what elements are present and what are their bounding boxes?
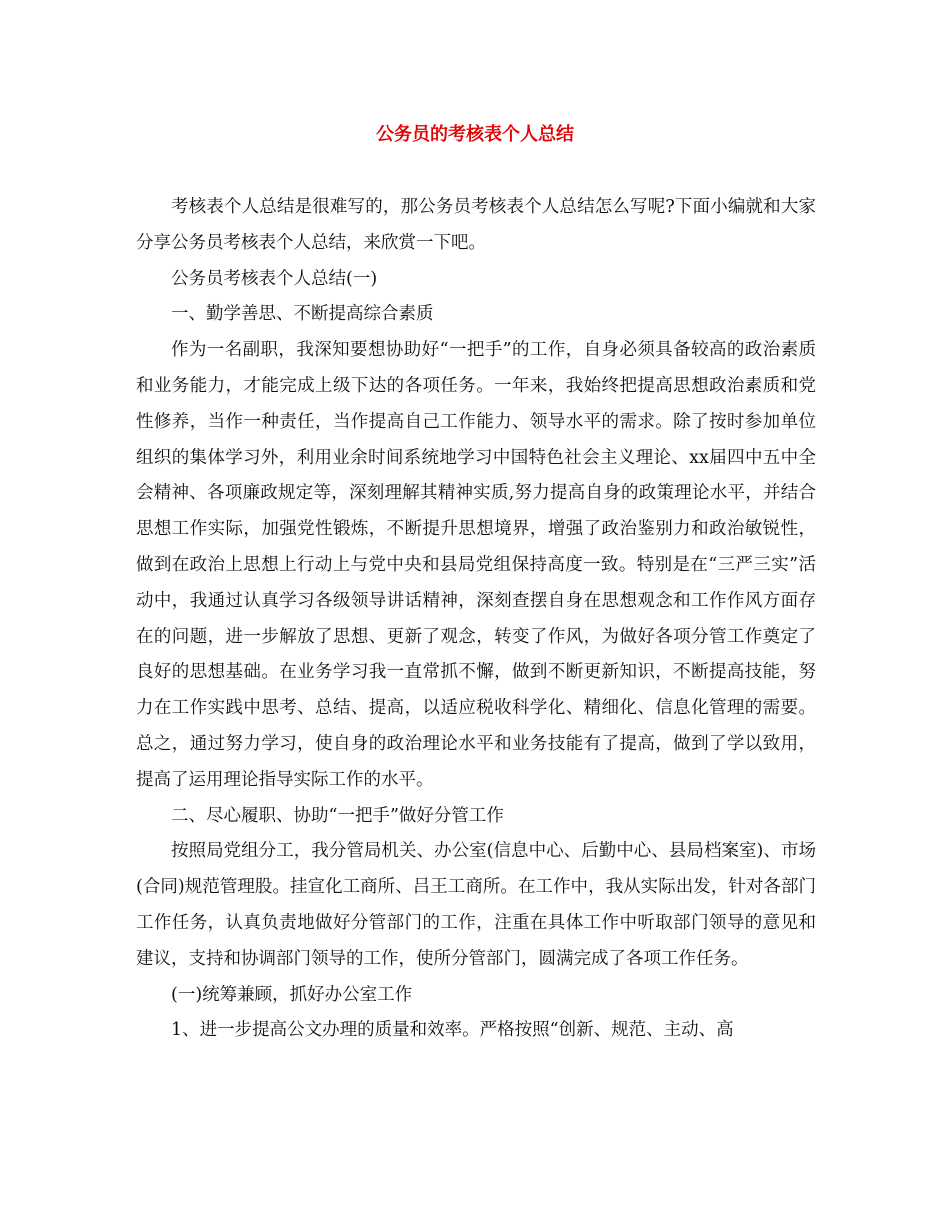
section-heading-study: 一、勤学善思、不断提高综合素质	[171, 304, 434, 325]
section-heading-summary-one: 公务员考核表个人总结(一)	[171, 268, 378, 289]
office-item-paragraph: 1、进一步提高公文办理的质量和效率。严格按照“创新、规范、主动、高	[171, 1020, 734, 1041]
duties-paragraph: 按照局党组分工，我分管局机关、办公室(信息中心、后勤中心、县局档案室)、市场(合同)规范管理股。挂宣化工商所、吕王工商所。在工作中，我从实际出发，针对各部门工作任务，认真负责地做好分管部门的工作，注重在具体工作中听取部门领导的意见和建议，支持和协调部门领导的工作，使所分管部门，圆满完成了各项工作任务。	[136, 841, 816, 969]
intro-paragraph: 考核表个人总结是很难写的，那公务员考核表个人总结怎么写呢?下面小编就和大家分享公务员考核表个人总结，来欣赏一下吧。	[136, 197, 816, 253]
document-body	[136, 190, 816, 1049]
subsection-heading-office: (一)统筹兼顾，抓好办公室工作	[171, 984, 413, 1005]
section-heading-duties: 二、尽心履职、协助“一把手”做好分管工作	[171, 805, 504, 826]
study-paragraph: 作为一名副职，我深知要想协助好“一把手”的工作，自身必须具备较高的政治素质和业务能力，才能完成上级下达的各项任务。一年来，我始终把提高思想政治素质和党性修养，当作一种责任，当作提高自己工作能力、领导水平的需求。除了按时参加单位组织的集体学习外，利用业余时间系统地学习中国特色社会主义理论、xx届四中五中全会精神、各项廉政规定等，深刻理解其精神实质,努力提高自身的政策理论水平，并结合思想工作实际，加强党性锻炼，不断提升思想境界，增强了政治鉴别力和政治敏锐性，做到在政治上思想上行动上与党中央和县局党组保持高度一致。特别是在“三严三实”活动中，我通过认真学习各级领导讲话精神，深刻查摆自身在思想观念和工作作风方面存在的问题，进一步解放了思想、更新了观念，转变了作风，为做好各项分管工作奠定了良好的思想基础。在业务学习我一直常抓不懈，做到不断更新知识，不断提高技能，努力在工作实践中思考、总结、提高，以适应税收科学化、精细化、信息化管理的需要。总之，通过努力学习，使自身的政治理论水平和业务技能有了提高，做到了学以致用，提高了运用理论指导实际工作的水平。	[136, 340, 816, 790]
document-title: 公务员的考核表个人总结	[376, 124, 574, 145]
